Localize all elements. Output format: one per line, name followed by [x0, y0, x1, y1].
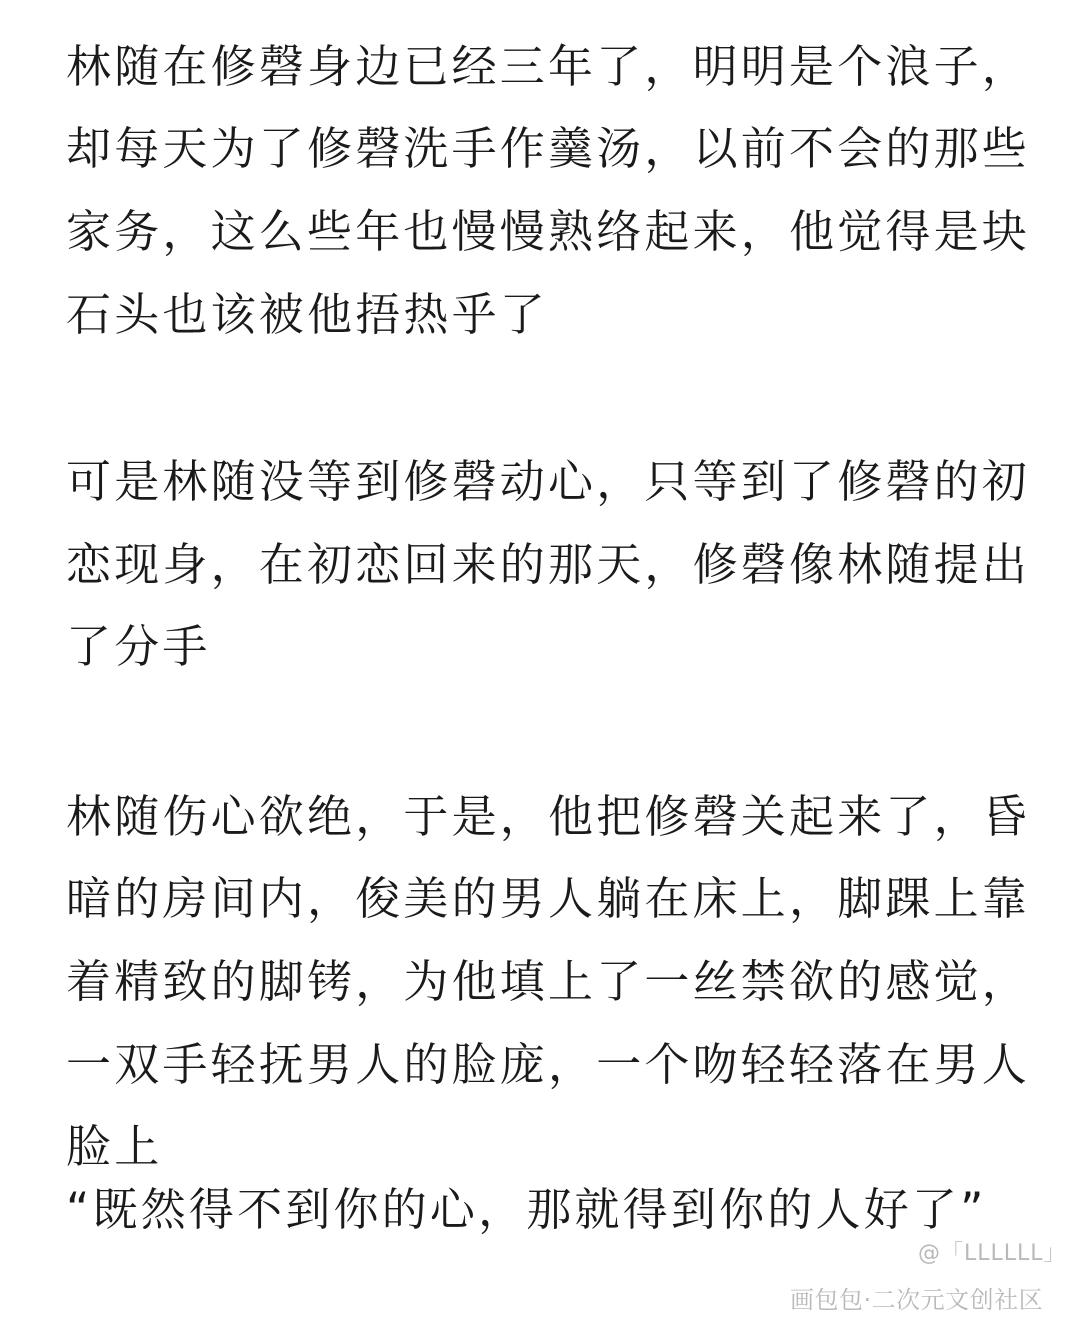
text-line: 着精致的脚铐，为他填上了一丝禁欲的感觉， — [66, 955, 1031, 1008]
text-line: 暗的房间内，俊美的男人躺在床上，脚踝上靠 — [66, 872, 1031, 925]
text-line: 林随伤心欲绝，于是，他把修磬关起来了，昏 — [66, 790, 1031, 843]
watermark-username: @「LLLLLL」 — [918, 1241, 1067, 1266]
watermark-site: 画包包·二次元文创社区 — [790, 1286, 1044, 1314]
text-line: 恋现身，在初恋回来的那天，修磬像林随提出 — [66, 538, 1031, 591]
text-line: 了分手 — [66, 620, 211, 673]
quote-line: “既然得不到你的心，那就得到你的人好了” — [66, 1183, 987, 1236]
text-line: 脸上 — [66, 1120, 163, 1173]
text-line: 可是林随没等到修磬动心，只等到了修磬的初 — [66, 455, 1031, 508]
text-line: 家务，这么些年也慢慢熟络起来，他觉得是块 — [66, 205, 1031, 258]
text-line: 却每天为了修磬洗手作羹汤，以前不会的那些 — [66, 122, 1031, 175]
text-line: 林随在修磬身边已经三年了，明明是个浪子， — [66, 40, 1031, 93]
text-line: 石头也该被他捂热乎了 — [66, 288, 549, 341]
text-line: 一双手轻抚男人的脸庞，一个吻轻轻落在男人 — [66, 1038, 1031, 1091]
